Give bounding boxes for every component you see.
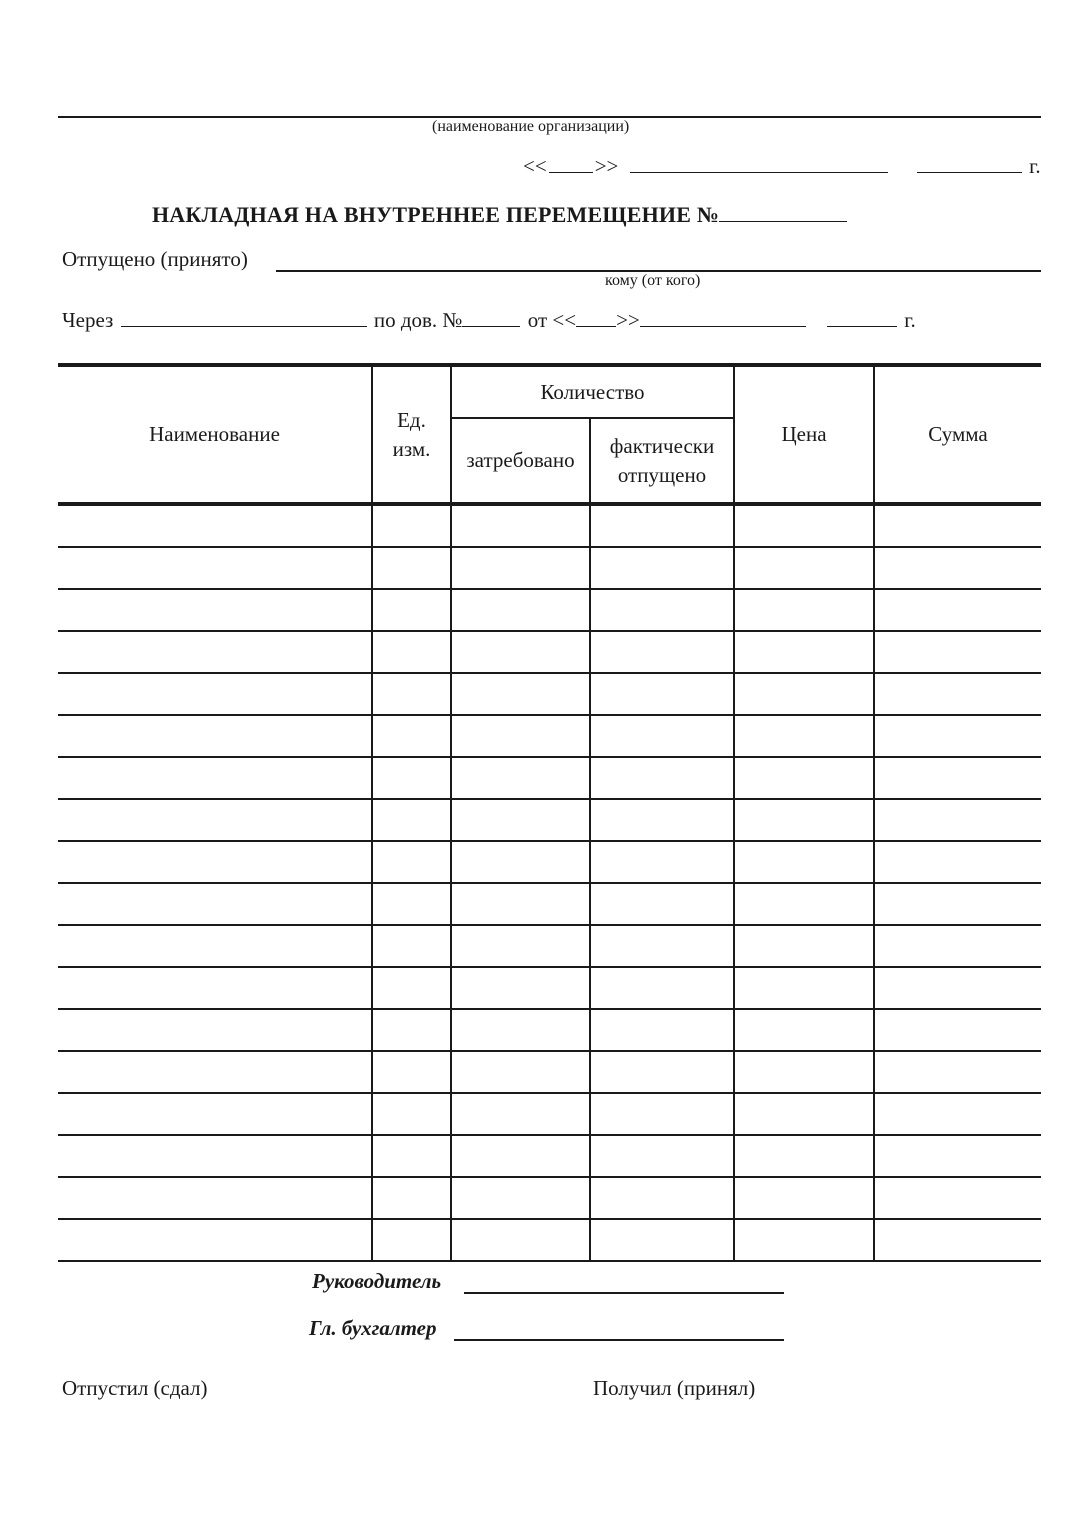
price-cell[interactable] [734, 799, 874, 841]
via-label: Через [62, 308, 114, 332]
sum-cell[interactable] [874, 1135, 1041, 1177]
organization-caption: (наименование организации) [432, 118, 630, 135]
name-cell[interactable] [58, 1135, 372, 1177]
sum-cell[interactable] [874, 504, 1041, 547]
goods-table [58, 363, 1041, 1262]
price-cell[interactable] [734, 1093, 874, 1135]
requested-cell[interactable] [451, 841, 590, 883]
sum-cell[interactable] [874, 1219, 1041, 1261]
proxy-date-open: << [552, 308, 577, 332]
unit-cell[interactable] [372, 631, 451, 673]
document-number-field[interactable] [719, 220, 847, 222]
unit-cell[interactable] [372, 883, 451, 925]
unit-cell[interactable] [372, 841, 451, 883]
unit-cell[interactable] [372, 504, 451, 547]
manager-signature-field[interactable] [464, 1292, 784, 1294]
document-date[interactable] [523, 156, 1041, 177]
requested-cell[interactable] [451, 547, 590, 589]
sum-cell[interactable] [874, 925, 1041, 967]
requested-cell[interactable] [451, 799, 590, 841]
proxy-year-suffix: г. [904, 308, 916, 332]
unit-cell[interactable] [372, 1093, 451, 1135]
price-cell[interactable] [734, 1051, 874, 1093]
proxy-year-field[interactable] [827, 325, 897, 327]
goods-table-body [58, 504, 1041, 1261]
actual-cell[interactable] [590, 1135, 734, 1177]
price-cell[interactable] [734, 1009, 874, 1051]
price-cell[interactable] [734, 967, 874, 1009]
name-cell[interactable] [58, 504, 372, 547]
price-cell[interactable] [734, 631, 874, 673]
col-price-header: Цена [734, 365, 874, 504]
name-cell[interactable] [58, 1219, 372, 1261]
chief-accountant-signature-field[interactable] [454, 1339, 784, 1341]
price-cell[interactable] [734, 715, 874, 757]
actual-cell[interactable] [590, 589, 734, 631]
document-title [152, 204, 849, 226]
sum-cell[interactable] [874, 1009, 1041, 1051]
col-actual-line2: отпущено [617, 462, 707, 487]
name-cell[interactable] [58, 631, 372, 673]
unit-cell[interactable] [372, 547, 451, 589]
actual-cell[interactable] [590, 1051, 734, 1093]
col-actual-header [590, 418, 734, 504]
name-cell[interactable] [58, 673, 372, 715]
actual-cell[interactable] [590, 1093, 734, 1135]
col-unit-header [372, 365, 451, 504]
table-row [58, 504, 1041, 547]
actual-cell[interactable] [590, 504, 734, 547]
name-cell[interactable] [58, 757, 372, 799]
day-field[interactable] [549, 171, 593, 173]
col-requested-header: затребовано [451, 418, 590, 504]
actual-cell[interactable] [590, 715, 734, 757]
table-row [58, 547, 1041, 589]
proxy-month-field[interactable] [640, 325, 806, 327]
unit-cell[interactable] [372, 589, 451, 631]
name-cell[interactable] [58, 589, 372, 631]
requested-cell[interactable] [451, 1135, 590, 1177]
unit-cell[interactable] [372, 967, 451, 1009]
released-by-label: Отпустил (сдал) [62, 1376, 208, 1400]
unit-cell[interactable] [372, 799, 451, 841]
sum-cell[interactable] [874, 589, 1041, 631]
requested-cell[interactable] [451, 1177, 590, 1219]
unit-cell[interactable] [372, 715, 451, 757]
table-row [58, 715, 1041, 757]
table-row [58, 1135, 1041, 1177]
price-cell[interactable] [734, 673, 874, 715]
name-cell[interactable] [58, 547, 372, 589]
name-cell[interactable] [58, 1177, 372, 1219]
sum-cell[interactable] [874, 1177, 1041, 1219]
actual-cell[interactable] [590, 631, 734, 673]
actual-cell[interactable] [590, 547, 734, 589]
table-row [58, 841, 1041, 883]
proxy-date-close: >> [616, 308, 640, 332]
col-actual-line1: фактически [609, 434, 715, 459]
title-text: НАКЛАДНАЯ НА ВНУТРЕННЕЕ ПЕРЕМЕЩЕНИЕ № [152, 202, 720, 227]
table-row [58, 1219, 1041, 1261]
price-cell[interactable] [734, 1135, 874, 1177]
name-cell[interactable] [58, 925, 372, 967]
actual-cell[interactable] [590, 967, 734, 1009]
price-cell[interactable] [734, 925, 874, 967]
unit-cell[interactable] [372, 673, 451, 715]
chief-accountant-label: Гл. бухгалтер [309, 1316, 437, 1340]
requested-cell[interactable] [451, 673, 590, 715]
price-cell[interactable] [734, 547, 874, 589]
sum-cell[interactable] [874, 757, 1041, 799]
unit-cell[interactable] [372, 757, 451, 799]
table-row [58, 883, 1041, 925]
sum-cell[interactable] [874, 799, 1041, 841]
table-row [58, 967, 1041, 1009]
sum-cell[interactable] [874, 673, 1041, 715]
table-row [58, 1051, 1041, 1093]
name-cell[interactable] [58, 715, 372, 757]
date-open-quote: << [523, 154, 547, 178]
name-cell[interactable] [58, 799, 372, 841]
released-caption: кому (от кого) [605, 272, 701, 289]
unit-cell[interactable] [372, 1135, 451, 1177]
via-person-field[interactable] [121, 325, 367, 327]
sum-cell[interactable] [874, 715, 1041, 757]
table-row [58, 1177, 1041, 1219]
unit-cell[interactable] [372, 1177, 451, 1219]
requested-cell[interactable] [451, 631, 590, 673]
price-cell[interactable] [734, 883, 874, 925]
col-quantity-header: Количество [451, 365, 734, 418]
unit-cell[interactable] [372, 1051, 451, 1093]
unit-cell[interactable] [372, 1219, 451, 1261]
actual-cell[interactable] [590, 1219, 734, 1261]
unit-cell[interactable] [372, 1009, 451, 1051]
requested-cell[interactable] [451, 1051, 590, 1093]
table-row [58, 757, 1041, 799]
table-row [58, 673, 1041, 715]
requested-cell[interactable] [451, 589, 590, 631]
price-cell[interactable] [734, 841, 874, 883]
name-cell[interactable] [58, 967, 372, 1009]
requested-cell[interactable] [451, 883, 590, 925]
name-cell[interactable] [58, 1093, 372, 1135]
col-unit-line2: изм. [392, 436, 431, 461]
proxy-day-field[interactable] [576, 325, 616, 327]
price-cell[interactable] [734, 504, 874, 547]
sum-cell[interactable] [874, 967, 1041, 1009]
requested-cell[interactable] [451, 967, 590, 1009]
name-cell[interactable] [58, 1051, 372, 1093]
actual-cell[interactable] [590, 757, 734, 799]
sum-cell[interactable] [874, 547, 1041, 589]
received-by-label: Получил (принял) [593, 1376, 756, 1400]
requested-cell[interactable] [451, 1093, 590, 1135]
requested-cell[interactable] [451, 1009, 590, 1051]
date-close-quote: >> [594, 154, 619, 178]
price-cell[interactable] [734, 757, 874, 799]
col-sum-header: Сумма [874, 365, 1041, 504]
sum-cell[interactable] [874, 883, 1041, 925]
actual-cell[interactable] [590, 673, 734, 715]
name-cell[interactable] [58, 883, 372, 925]
actual-cell[interactable] [590, 799, 734, 841]
table-row [58, 589, 1041, 631]
table-row [58, 925, 1041, 967]
sum-cell[interactable] [874, 841, 1041, 883]
name-cell[interactable] [58, 841, 372, 883]
actual-cell[interactable] [590, 841, 734, 883]
actual-cell[interactable] [590, 1177, 734, 1219]
requested-cell[interactable] [451, 1219, 590, 1261]
price-cell[interactable] [734, 1219, 874, 1261]
requested-cell[interactable] [451, 925, 590, 967]
sum-cell[interactable] [874, 631, 1041, 673]
year-field[interactable] [917, 171, 1022, 173]
name-cell[interactable] [58, 1009, 372, 1051]
price-cell[interactable] [734, 589, 874, 631]
month-field[interactable] [630, 171, 888, 173]
requested-cell[interactable] [451, 757, 590, 799]
table-row [58, 631, 1041, 673]
proxy-label: по дов. № [373, 308, 463, 332]
requested-cell[interactable] [451, 504, 590, 547]
manager-label: Руководитель [312, 1269, 442, 1293]
proxy-number-field[interactable] [462, 325, 520, 327]
col-unit-line1: Ед. [397, 408, 426, 433]
unit-cell[interactable] [372, 925, 451, 967]
table-row [58, 1009, 1041, 1051]
via-row [62, 310, 916, 331]
col-name-header: Наименование [58, 365, 372, 504]
table-row [58, 799, 1041, 841]
sum-cell[interactable] [874, 1093, 1041, 1135]
year-suffix: г. [1029, 154, 1041, 178]
requested-cell[interactable] [451, 715, 590, 757]
actual-cell[interactable] [590, 1009, 734, 1051]
proxy-from-label: от [527, 308, 548, 332]
actual-cell[interactable] [590, 925, 734, 967]
sum-cell[interactable] [874, 1051, 1041, 1093]
price-cell[interactable] [734, 1177, 874, 1219]
table-row [58, 1093, 1041, 1135]
actual-cell[interactable] [590, 883, 734, 925]
released-label: Отпущено (принято) [62, 247, 248, 271]
